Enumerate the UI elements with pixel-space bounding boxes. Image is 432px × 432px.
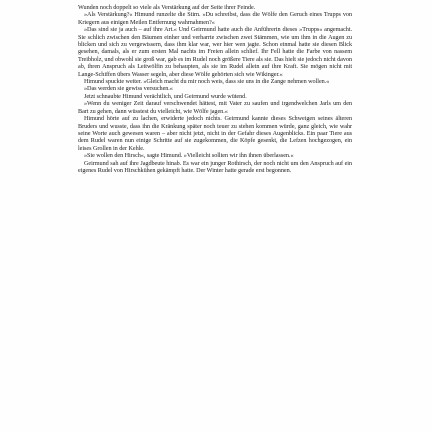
paragraph: Geirmund sah auf ihre Jagdbeute hinab. Es war ein junger Rothirsch, der noch nicht um den Anspruch auf ein eigenes Rudel von Hirschkühen gekämpft hatte. Der Winter hatte gerade erst begonnen. — [78, 159, 352, 174]
paragraph: Himund spuckte weiter. »Gleich macht du mir noch weis, dass sie uns in die Zange nehmen wollen.« — [84, 78, 330, 86]
paragraph: »Das werden sie gewiss versuchen.« — [84, 85, 173, 93]
paragraph: Himund hörte auf zu lachen, erwiderte jedoch nichts. Geirmund kannte dieses Schweigen seines älteren Bruders und wusste, dass ihn die Kränkung später noch teuer zu stehen kommen würde, ganz gleich, wie wahr seine Worte auch gewesen waren – aber nicht jetzt, nicht in der Gefahr dieses Augenblicks. Ein paar Tiere aus dem Rudel waren nun einige Schritte auf sie zugekommen, die Köpfe gesenkt, die Lefzen hochgezogen, ein leises Grollen in der Kehle. — [78, 115, 352, 152]
paragraph: »Das sind sie ja auch – auf ihre Art.« Und Geirmund hatte auch die Anführerin dieses »Trupps« angemacht. Sie schlich zwischen den Bäumen einher und verharrte zwischen zwei Stämmen, wie um ihm in die Augen zu blicken und sich zu vergewissern, dass ihm klar war, wer hier wen jagte. Schon einmal hatte sie diesen Blick gesehen, damals, als er zum ersten Mal nachts im Freien allein schlief. Ihr Fell hatte die Farbe von nassem Treibholz, und obwohl sie groß war, gab es im Rudel noch größere Tiere als sie. Das hielt sie jedoch nicht davon ab, ihren Anspruch als Leitwölfin zu behaupten, als sie im Rudel allein auf ihre Kraft. Sie mögen nicht mit Lange-Schiffen übers Wasser segeln, aber diese Wölfe gehörten sich wie Wikinger.« — [78, 26, 352, 78]
paragraph: Jetzt schnaubte Himund verächtlich, und Geirmund wurde wütend. — [84, 92, 247, 100]
page-body-text — [78, 4, 352, 174]
paragraph: »Als Verstärkung?« Himund runzelte die Stirn. »Du schreibst, dass die Wölfe den Geruch eines Trupps von Kriegern aus einigen Meilen Entfernung wahrnahmen?« — [78, 11, 352, 26]
paragraph: Wunden noch doppelt so viele als Verstärkung auf der Seite ihrer Feinde. — [78, 4, 256, 11]
paragraph: »Wenn du weniger Zeit darauf verschwendet hättest, mit Vater zu saufen und irgendwelchen Jarls um den Bart zu gehen, dann wüsstest du vielleicht, wie Wölfe jagen.« — [78, 100, 352, 115]
paragraph: »Sie wollen den Hirsch«, sagte Himund. »Vielleicht sollten wir ihn ihnen überlassen.« — [84, 152, 294, 160]
